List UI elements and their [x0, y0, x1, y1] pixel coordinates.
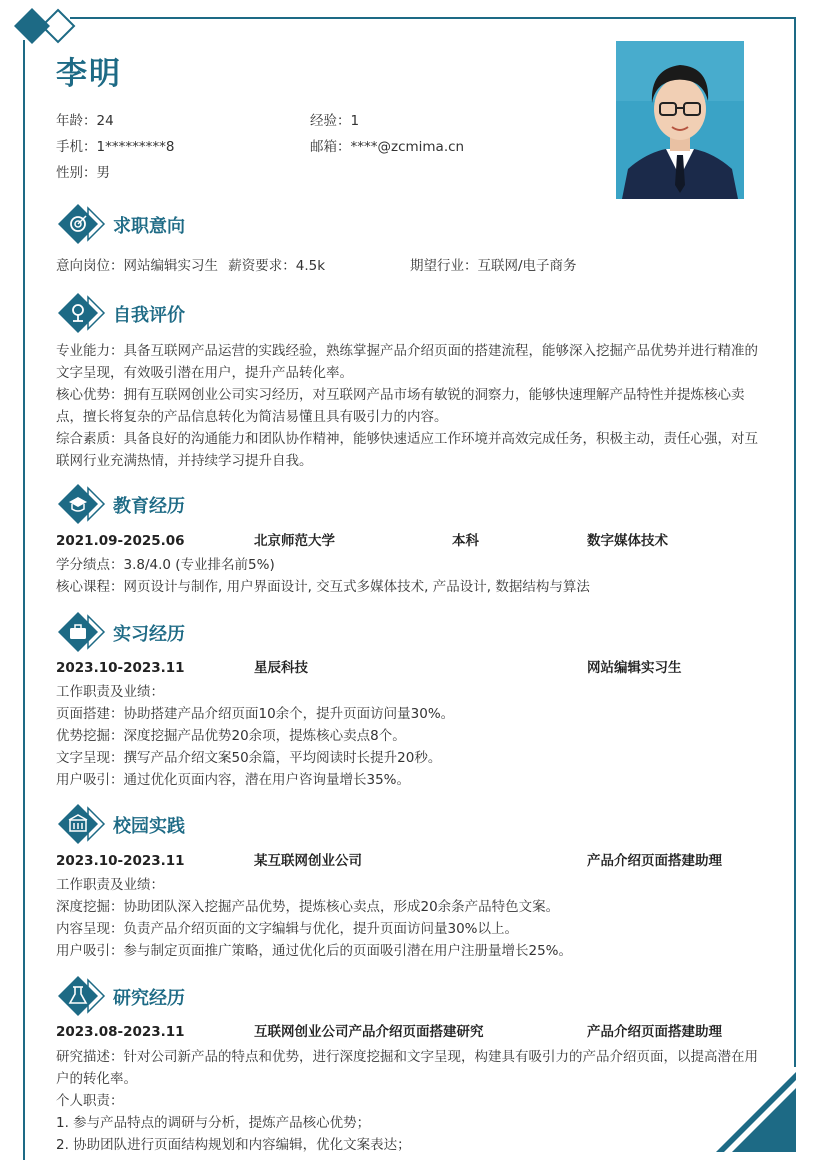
- internship-line: 优势挖掘：深度挖掘产品优势20余项，提炼核心卖点8个。: [56, 728, 406, 744]
- campus-line: 工作职责及业绩：: [56, 877, 164, 893]
- section-title-campus: 校园实践: [113, 816, 185, 837]
- education-major: 数字媒体技术: [587, 533, 668, 549]
- salary-label: 薪资要求：: [228, 258, 296, 274]
- research-line: 1. 参与产品特点的调研与分析，提炼产品核心优势；: [56, 1115, 371, 1131]
- industry-label: 期望行业：: [410, 258, 478, 274]
- research-role: 产品介绍页面搭建助理: [587, 1024, 722, 1040]
- campus-org: 某互联网创业公司: [254, 853, 362, 869]
- internship-line: 页面搭建：协助搭建产品介绍页面10余个，提升页面访问量30%。: [56, 706, 455, 722]
- education-gpa: 学分绩点：3.8/4.0 (专业排名前5%): [56, 557, 275, 573]
- campus-building-icon: [58, 804, 108, 844]
- internship-role: 网站编辑实习生: [587, 660, 682, 676]
- internship-company: 星辰科技: [254, 660, 308, 676]
- position-label: 意向岗位：: [56, 258, 124, 274]
- campus-line: 深度挖掘：协助团队深入挖掘产品优势，提炼核心卖点，形成20余条产品特色文案。: [56, 899, 560, 915]
- self-eval-paragraph: 核心优势：拥有互联网创业公司实习经历，对互联网产品市场有敏锐的洞察力，能够快速理解产品特性并提炼核心卖点，擅长将复杂的产品信息转化为简洁易懂且具有吸引力的内容。: [56, 387, 745, 425]
- experience-row: [310, 110, 359, 132]
- experience-label: 经验：: [310, 113, 351, 129]
- gender-value: 男: [96, 165, 110, 181]
- gender-row: [56, 162, 110, 184]
- education-courses: 核心课程：网页设计与制作, 用户界面设计, 交互式多媒体技术, 产品设计, 数据结构与算法: [56, 579, 590, 595]
- corner-diamond-logo: [12, 6, 82, 46]
- campus-role: 产品介绍页面搭建助理: [587, 853, 722, 869]
- briefcase-icon: [58, 612, 108, 652]
- phone-value: 1*********8: [96, 139, 175, 155]
- frame-left-line: [23, 40, 25, 1160]
- internship-line: 文字呈现：撰写产品介绍文案50余篇，平均阅读时长提升20秒。: [56, 750, 442, 766]
- research-period: 2023.08-2023.11: [56, 1024, 185, 1040]
- campus-line: 用户吸引：参与制定页面推广策略，通过优化后的页面吸引潜在用户注册量增长25%。: [56, 943, 573, 959]
- campus-line: 内容呈现：负责产品介绍页面的文字编辑与优化，提升页面访问量30%以上。: [56, 921, 519, 937]
- flask-icon: [58, 976, 108, 1016]
- section-title-self-eval: 自我评价: [113, 305, 185, 326]
- research-description: 研究描述：针对公司新产品的特点和优势，进行深度挖掘和文字呈现，构建具有吸引力的产品介绍页面，以提高潜在用户的转化率。: [56, 1049, 758, 1087]
- research-line: 2. 协助团队进行页面结构规划和内容编辑，优化文案表达；: [56, 1137, 411, 1153]
- self-eval-paragraph: 专业能力：具备互联网产品运营的实践经验，熟练掌握产品介绍页面的搭建流程，能够深入挖掘产品优势并进行精准的文字呈现，有效吸引潜在用户，提升产品转化率。: [56, 343, 758, 381]
- frame-top-line: [70, 17, 796, 19]
- salary-value: 4.5k: [295, 258, 326, 274]
- frame-right-line: [794, 17, 796, 1067]
- internship-period: 2023.10-2023.11: [56, 660, 185, 676]
- profile-photo: [616, 41, 744, 199]
- section-title-research: 研究经历: [113, 988, 185, 1009]
- phone-row: [56, 136, 174, 158]
- industry-line: [410, 255, 577, 277]
- research-project: 互联网创业公司产品介绍页面搭建研究: [254, 1024, 484, 1040]
- education-degree: 本科: [452, 533, 479, 549]
- education-period: 2021.09-2025.06: [56, 533, 185, 549]
- experience-value: 1: [350, 113, 360, 129]
- position-value: 网站编辑实习生: [123, 258, 218, 274]
- education-school: 北京师范大学: [254, 533, 335, 549]
- research-line: 个人职责：: [56, 1093, 124, 1109]
- age-label: 年龄：: [56, 113, 97, 129]
- internship-line: 工作职责及业绩：: [56, 684, 164, 700]
- flower-icon: [58, 293, 108, 333]
- email-label: 邮箱：: [310, 139, 351, 155]
- section-title-intention: 求职意向: [113, 216, 185, 237]
- intention-line: [56, 255, 325, 277]
- email-value: ****@zcmima.cn: [350, 139, 465, 155]
- internship-line: 用户吸引：通过优化页面内容，潜在用户咨询量增长35%。: [56, 772, 411, 788]
- industry-value: 互联网/电子商务: [477, 258, 577, 274]
- email-row: [310, 136, 464, 158]
- target-icon: [58, 204, 108, 244]
- campus-period: 2023.10-2023.11: [56, 853, 185, 869]
- section-title-internship: 实习经历: [113, 624, 185, 645]
- age-value: 24: [96, 113, 114, 129]
- gender-label: 性别：: [56, 165, 97, 181]
- graduation-cap-icon: [58, 484, 108, 524]
- age-row: [56, 110, 114, 132]
- candidate-name: 李明: [56, 56, 122, 92]
- phone-label: 手机：: [56, 139, 97, 155]
- section-title-education: 教育经历: [113, 496, 185, 517]
- self-eval-paragraph: 综合素质：具备良好的沟通能力和团队协作精神，能够快速适应工作环境并高效完成任务，积极主动，责任心强，对互联网行业充满热情，并持续学习提升自我。: [56, 431, 758, 469]
